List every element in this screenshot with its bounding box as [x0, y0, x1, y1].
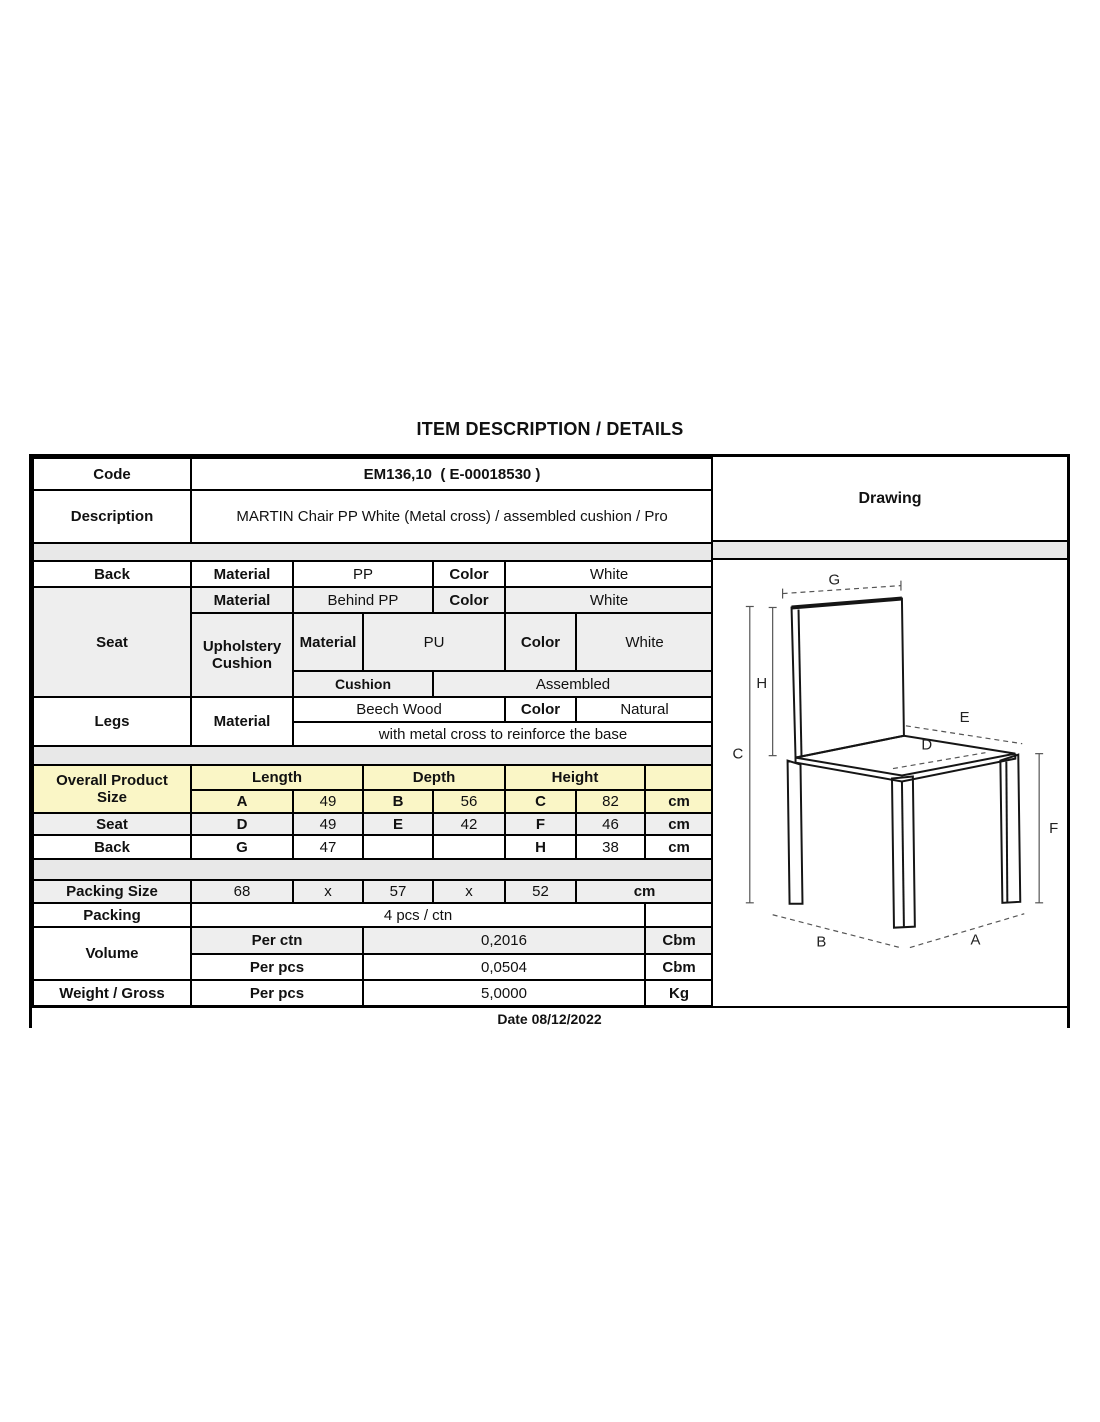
back-size-row	[33, 835, 713, 859]
size-header-row	[33, 765, 713, 790]
dim-key-b: B	[363, 790, 433, 813]
dim-val-d: 49	[293, 813, 363, 835]
unit-cbm: Cbm	[645, 927, 713, 954]
dimension-labels	[732, 573, 1058, 951]
page-title: ITEM DESCRIPTION / DETAILS	[416, 419, 684, 439]
color-label: Color	[505, 697, 576, 722]
overall-size-label: Overall Product Size	[33, 765, 191, 813]
weight-per-label: Per pcs	[191, 980, 363, 1006]
dim-val-c: 82	[576, 790, 645, 813]
dim-label-a: A	[970, 932, 981, 949]
chair-drawing-svg	[713, 560, 1067, 1002]
dim-key-e: E	[363, 813, 433, 835]
dim-val-a: 49	[293, 790, 363, 813]
drawing-title: Drawing	[713, 457, 1067, 542]
unit-kg: Kg	[645, 980, 713, 1006]
dim-label-c: C	[732, 746, 744, 763]
unit-cm: cm	[645, 813, 713, 835]
chair-drawing	[713, 560, 1067, 1002]
per-pcs-label: Per pcs	[191, 954, 363, 980]
packing-label: Packing	[33, 903, 191, 927]
dim-label-e: E	[959, 709, 970, 726]
description-value: MARTIN Chair PP White (Metal cross) / assembled cushion / Pro	[191, 490, 713, 543]
description-label: Description	[33, 490, 191, 543]
back-material-row	[33, 561, 713, 587]
seat-color-value: White	[505, 587, 713, 613]
seat-material-row	[33, 587, 713, 613]
seat-label: Seat	[33, 587, 191, 697]
dim-val-b: 56	[433, 790, 505, 813]
size-unit-spacer-cell	[645, 765, 713, 790]
empty-cell	[645, 903, 713, 927]
spacer-row-3	[33, 859, 713, 880]
color-label: Color	[505, 613, 576, 671]
description-row	[33, 490, 713, 543]
color-label: Color	[433, 561, 505, 587]
dim-val-e: 42	[433, 813, 505, 835]
legs-material-value: Beech Wood	[293, 697, 505, 722]
spacer-band	[33, 859, 713, 880]
dim-key-c: C	[505, 790, 576, 813]
date-value: Date 08/12/2022	[497, 1010, 602, 1027]
dim-key-a: A	[191, 790, 293, 813]
back-size-label: Back	[33, 835, 191, 859]
upholstery-color-value: White	[576, 613, 713, 671]
packing-row	[33, 903, 713, 927]
details-table	[32, 457, 714, 1007]
back-label: Back	[33, 561, 191, 587]
volume-label: Volume	[33, 927, 191, 980]
drawing-panel	[711, 457, 1067, 1006]
empty-cell	[433, 835, 505, 859]
depth-header: Depth	[363, 765, 505, 790]
unit-cm: cm	[645, 835, 713, 859]
code-value: EM136,10 ( E-00018530 )	[191, 458, 713, 490]
packing-value: 4 pcs / ctn	[191, 903, 645, 927]
dim-label-f: F	[1049, 821, 1059, 838]
spacer-band	[33, 543, 713, 561]
legs-color-value: Natural	[576, 697, 713, 722]
dim-val-g: 47	[293, 835, 363, 859]
weight-label: Weight / Gross	[33, 980, 191, 1006]
unit-cm: cm	[576, 880, 713, 903]
seat-size-label: Seat	[33, 813, 191, 835]
dim-val-h: 38	[576, 835, 645, 859]
upholstery-label: Upholstery Cushion	[191, 613, 293, 697]
packing-size-label: Packing Size	[33, 880, 191, 903]
volume-ctn-row	[33, 927, 713, 954]
seat-material-value: Behind PP	[293, 587, 433, 613]
dim-key-f: F	[505, 813, 576, 835]
material-label: Material	[293, 613, 363, 671]
per-pcs-value: 0,0504	[363, 954, 645, 980]
date-row	[32, 1006, 1067, 1029]
back-color-value: White	[505, 561, 713, 587]
material-label: Material	[191, 561, 293, 587]
packing-size-length: 68	[191, 880, 293, 903]
empty-cell	[363, 835, 433, 859]
code-row	[33, 458, 713, 490]
per-ctn-value: 0,2016	[363, 927, 645, 954]
legs-note: with metal cross to reinforce the base	[293, 722, 713, 746]
code-label: Code	[33, 458, 191, 490]
dim-val-f: 46	[576, 813, 645, 835]
spec-table	[29, 454, 1070, 1028]
spacer-row-1	[33, 543, 713, 561]
packing-size-row	[33, 880, 713, 903]
seat-size-row	[33, 813, 713, 835]
cushion-value: Assembled	[433, 671, 713, 697]
weight-value: 5,0000	[363, 980, 645, 1006]
material-label: Material	[191, 697, 293, 746]
packing-size-sep: x	[293, 880, 363, 903]
spacer-band	[33, 746, 713, 765]
per-ctn-label: Per ctn	[191, 927, 363, 954]
dim-key-d: D	[191, 813, 293, 835]
unit-cbm: Cbm	[645, 954, 713, 980]
dim-label-b: B	[816, 934, 827, 951]
dim-label-d: D	[921, 737, 933, 754]
upholstery-material-value: PU	[363, 613, 505, 671]
packing-size-depth: 57	[363, 880, 433, 903]
height-header: Height	[505, 765, 645, 790]
cushion-label: Cushion	[293, 671, 433, 697]
packing-size-sep: x	[433, 880, 505, 903]
legs-material-row	[33, 697, 713, 722]
legs-label: Legs	[33, 697, 191, 746]
chair-outline	[788, 599, 1021, 928]
spacer-row-2	[33, 746, 713, 765]
dim-key-g: G	[191, 835, 293, 859]
weight-row	[33, 980, 713, 1006]
color-label: Color	[433, 587, 505, 613]
dim-label-h: H	[756, 676, 768, 693]
dim-key-h: H	[505, 835, 576, 859]
back-material-value: PP	[293, 561, 433, 587]
spacer-band	[713, 542, 1067, 560]
unit-cm: cm	[645, 790, 713, 813]
material-label: Material	[191, 587, 293, 613]
length-header: Length	[191, 765, 363, 790]
dim-label-g: G	[828, 572, 841, 589]
packing-size-height: 52	[505, 880, 576, 903]
